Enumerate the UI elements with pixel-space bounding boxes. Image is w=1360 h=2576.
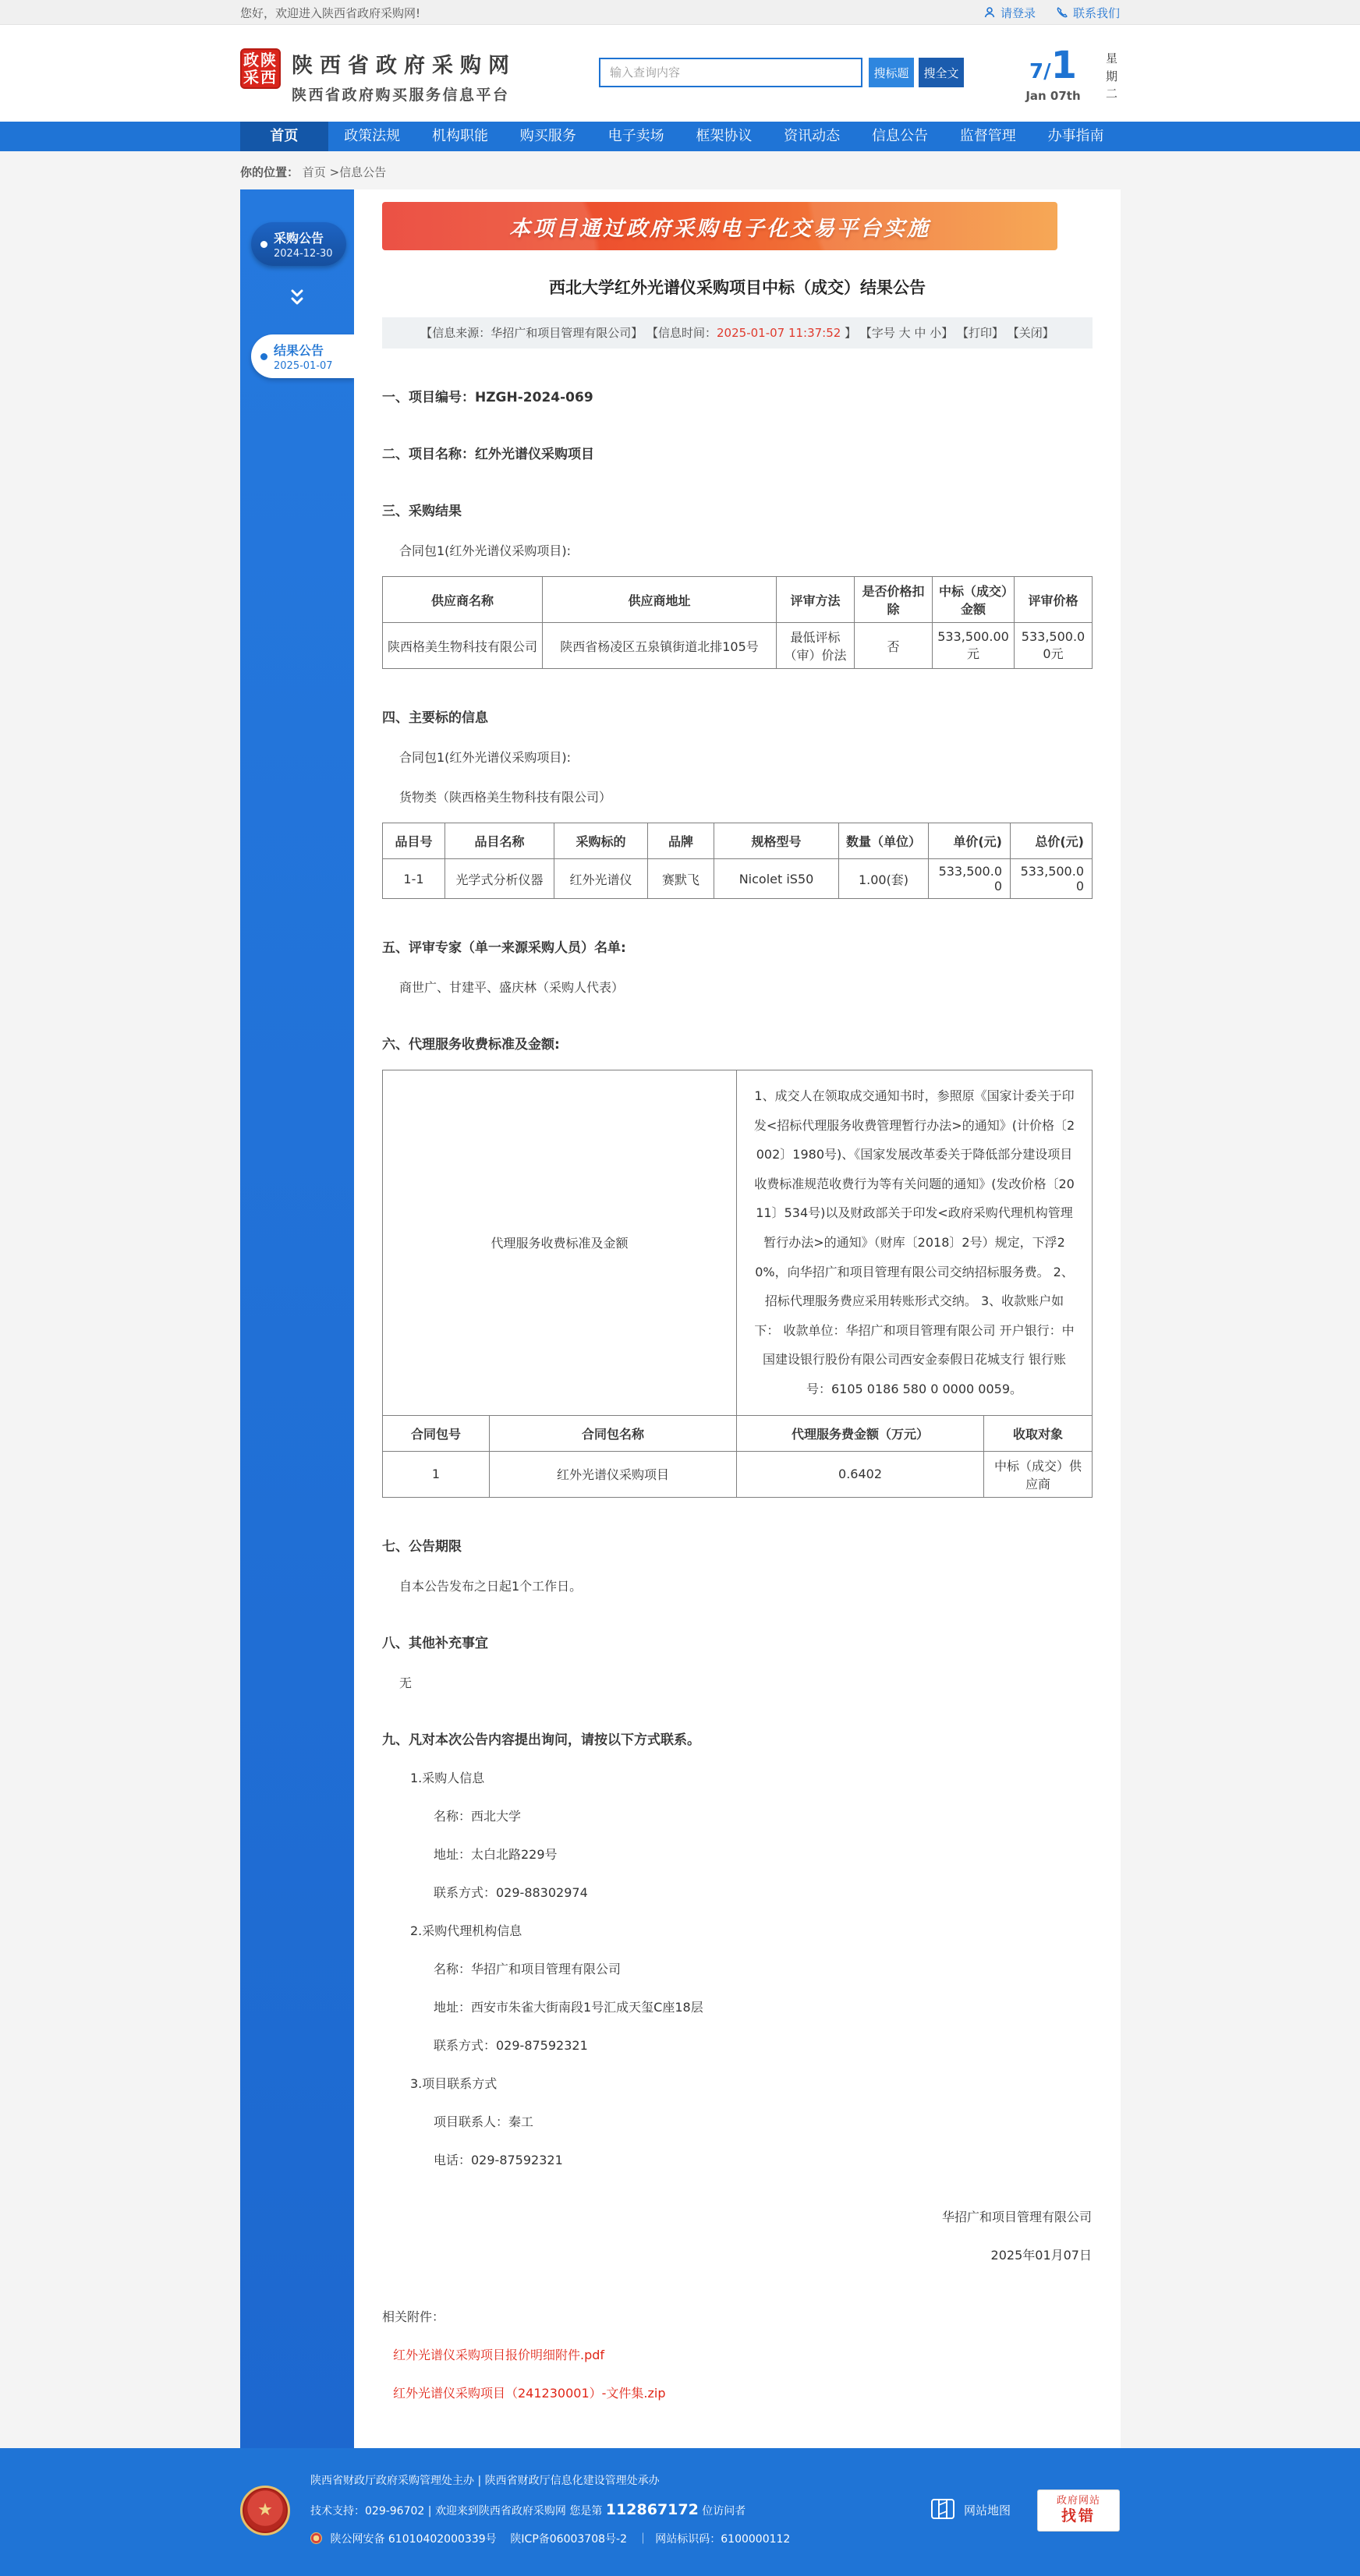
breadcrumb-label: 你的位置： xyxy=(240,165,299,179)
footer-separator: | xyxy=(427,2504,432,2518)
sitemap-label: 网站地图 xyxy=(963,2503,1011,2518)
cell-brand: 赛默飞 xyxy=(648,859,714,899)
badge-line1: 政府网站 xyxy=(1056,2495,1100,2507)
footer-visitor-prefix: 欢迎来到陕西省政府采购网 您是第 xyxy=(434,2504,603,2518)
logo-mark-icon xyxy=(240,48,281,89)
cell-procurement-subject: 红外光谱仪 xyxy=(554,859,648,899)
table-row xyxy=(383,1451,1093,1497)
col-package-name: 合同包名称 xyxy=(490,1415,737,1451)
col-award-amount: 中标（成交）金额 xyxy=(933,577,1015,623)
timeline-sidebar xyxy=(240,189,354,2448)
sitemap-icon xyxy=(930,2496,956,2525)
col-supplier-address: 供应商地址 xyxy=(543,577,777,623)
buyer-info-heading: 1.采购人信息 xyxy=(410,1770,485,1785)
contact-link[interactable] xyxy=(1056,5,1120,21)
buyer-phone: 联系方式：029-88302974 xyxy=(434,1884,588,1900)
meta-time-value: 2025-01-07 11:37:52 xyxy=(717,326,841,340)
section-other-matters: 八、其他补充事宜 xyxy=(382,1635,488,1651)
section-main-subject-info: 四、主要标的信息 xyxy=(382,710,488,726)
public-security-badge-icon xyxy=(310,2532,322,2544)
table-row xyxy=(383,1070,1093,1416)
section-procurement-result: 三、采购结果 xyxy=(382,504,462,519)
notice-period-text: 自本公告发布之日起1个工作日。 xyxy=(399,1578,583,1594)
date-english: Jan 07th xyxy=(1025,89,1081,103)
timeline-title: 采购公告 xyxy=(274,231,324,246)
cell-package-name: 红外光谱仪采购项目 xyxy=(490,1451,737,1497)
bullet-dot-icon xyxy=(260,241,267,248)
search-fulltext-button[interactable]: 搜全文 xyxy=(919,58,964,87)
weekday-vertical: 星期二 xyxy=(1106,51,1118,101)
meta-fontsize-control[interactable]: 【字号 大 中 小】 xyxy=(859,326,954,340)
breadcrumb xyxy=(240,151,1120,189)
contract-package-line: 合同包1(红外光谱仪采购项目): xyxy=(399,750,572,765)
site-subtitle: 陕西省政府购买服务信息平台 xyxy=(292,87,510,104)
expert-names: 商世广、甘建平、盛庆林（采购人代表） xyxy=(399,980,625,995)
cell-package-no: 1 xyxy=(383,1451,490,1497)
announcement-card xyxy=(354,189,1121,2448)
nav-item-purchase-services[interactable]: 购买服务 xyxy=(519,128,576,144)
col-unit-price: 单价(元) xyxy=(929,823,1011,859)
section-review-experts: 五、评审专家（单一来源采购人员）名单: xyxy=(382,940,626,956)
timeline-date: 2024-12-30 xyxy=(274,248,333,260)
cell-price-deduction: 否 xyxy=(855,623,933,669)
footer-organizer-line: 陕西省财政厅政府采购管理处主办 | 陕西省财政厅信息化建设管理处承办 xyxy=(310,2474,660,2487)
section-project-number: 一、项目编号：HZGH-2024-069 xyxy=(382,390,593,405)
cell-supplier-address: 陕西省杨凌区五泉镇街道北排105号 xyxy=(543,623,777,669)
nav-item-home[interactable]: 首页 xyxy=(240,122,328,151)
buyer-address: 地址：太白北路229号 xyxy=(434,1846,558,1862)
col-review-price: 评审价格 xyxy=(1015,577,1093,623)
footer-support-line xyxy=(310,2493,790,2528)
nav-item-framework[interactable]: 框架协议 xyxy=(696,128,753,144)
nav-item-announcements[interactable]: 信息公告 xyxy=(871,128,928,144)
topbar xyxy=(0,0,1360,25)
timeline-title: 结果公告 xyxy=(274,343,324,358)
footer-registration-line xyxy=(310,2527,790,2552)
table-row xyxy=(383,859,1093,899)
phone-icon xyxy=(1056,6,1068,19)
col-brand: 品牌 xyxy=(648,823,714,859)
search-input[interactable] xyxy=(599,58,862,87)
user-icon xyxy=(983,6,996,19)
cell-fee-amount: 0.6402 xyxy=(737,1451,984,1497)
agent-phone: 联系方式：029-87592321 xyxy=(434,2037,588,2053)
supplier-result-table xyxy=(382,576,1093,669)
agent-address: 地址：西安市朱雀大街南段1号汇成天玺C座18层 xyxy=(434,1999,703,2015)
col-supplier-name: 供应商名称 xyxy=(383,577,543,623)
site-identification-code: 网站标识码：6100000112 xyxy=(655,2533,791,2546)
agent-name: 名称：华招广和项目管理有限公司 xyxy=(434,1961,622,1976)
login-label: 请登录 xyxy=(1000,5,1036,20)
table-header-row xyxy=(383,577,1093,623)
badge-line2: 找错 xyxy=(1061,2507,1096,2525)
double-down-arrow-icon xyxy=(240,289,354,311)
items-table xyxy=(382,823,1093,899)
date-day: 1 xyxy=(1050,44,1077,87)
col-review-method: 评审方法 xyxy=(777,577,855,623)
project-contact-heading: 3.项目联系方式 xyxy=(410,2075,498,2091)
main-nav xyxy=(0,122,1360,151)
logo-top-text: 政陕 xyxy=(243,51,278,69)
finance-emblem-icon xyxy=(240,2486,290,2535)
cell-review-price: 533,500.00元 xyxy=(1015,623,1093,669)
site-name: 陕西省政府采购网 xyxy=(292,54,516,78)
meta-time-suffix: 】 xyxy=(841,326,857,340)
table-row xyxy=(383,623,1093,669)
platform-banner: 本项目通过政府采购电子化交易平台实施 xyxy=(382,202,1057,250)
logo-bottom-text: 采西 xyxy=(243,68,278,87)
col-package-no: 合同包号 xyxy=(383,1415,490,1451)
meta-print-button[interactable]: 【打印】 xyxy=(956,326,1004,340)
meta-source: 【信息来源：华招广和项目管理有限公司】 xyxy=(420,326,643,340)
attachments-heading: 相关附件： xyxy=(382,2309,445,2324)
cell-item-no: 1-1 xyxy=(383,859,445,899)
signoff-block xyxy=(382,2207,1092,2263)
page-title: 西北大学红外光谱仪采购项目中标（成交）结果公告 xyxy=(549,278,926,297)
signoff-company: 华招广和项目管理有限公司 xyxy=(941,2209,1092,2224)
nav-item-supervision[interactable]: 监督管理 xyxy=(959,128,1016,144)
cell-award-amount: 533,500.00元 xyxy=(933,623,1015,669)
col-fee-amount: 代理服务费金额（万元） xyxy=(737,1415,984,1451)
cell-charged-party: 中标（成交）供应商 xyxy=(984,1451,1093,1497)
agency-fee-table xyxy=(382,1070,1093,1498)
bullet-dot-icon xyxy=(260,353,267,360)
table-header-row xyxy=(383,1415,1093,1451)
col-procurement-subject: 采购标的 xyxy=(554,823,648,859)
nav-item-guide[interactable]: 办事指南 xyxy=(1047,128,1104,144)
contact-label: 联系我们 xyxy=(1072,5,1120,20)
cell-fee-standard-label: 代理服务收费标准及金额 xyxy=(383,1070,737,1416)
section-agency-fee: 六、代理服务收费标准及金额: xyxy=(382,1037,560,1053)
footer-code-separator: ｜ xyxy=(637,2533,649,2546)
goods-category-line: 货物类（陕西格美生物科技有限公司） xyxy=(399,790,612,805)
section-project-name: 二、项目名称：红外光谱仪采购项目 xyxy=(382,447,594,462)
meta-close-button[interactable]: 【关闭】 xyxy=(1007,326,1054,340)
nav-item-e-market[interactable]: 电子卖场 xyxy=(607,128,664,144)
section-notice-period: 七、公告期限 xyxy=(382,1538,462,1555)
site-header xyxy=(0,25,1360,122)
signoff-date: 2025年01月07日 xyxy=(990,2247,1092,2263)
project-contact-phone: 电话：029-87592321 xyxy=(434,2152,563,2167)
meta-bar xyxy=(382,317,1093,349)
nav-item-news[interactable]: 资讯动态 xyxy=(784,128,841,144)
cell-fee-standard-description: 1、成交人在领取成交通知书时，参照原《国家计委关于印发<招标代理服务收费管理暂行办法>的通知》(计价格〔2002〕1980号)、《国家发展改革委关于降低部分建设项目收费标准规范收费行为等有关问题的通知》(发改价格〔2011〕534号)以及财政部关于印发<政府采购代理机构管理暂行办法>的通知》（财库〔2018〕2号）规定，下浮20%，向华招广和项目管理有限公司交纳招标服务费。 2、招标代理服务费应采用转账形式交纳。 3、收款账户如下： 收款单位：华招广和项目管理有限公司 开户银行：中国建设银行股份有限公司西安金泰假日花城支行 银行账号：6105 0186 580 0 0000 0059。 xyxy=(737,1070,1093,1416)
cell-unit-price: 533,500.00 xyxy=(929,859,1011,899)
section-contact-info: 九、凡对本次公告内容提出询问，请按以下方式联系。 xyxy=(382,1732,700,1748)
public-security-registration[interactable]: 陕公网安备 61010402000339号 xyxy=(330,2533,497,2546)
nav-item-policies[interactable]: 政策法规 xyxy=(344,128,401,144)
cell-supplier-name: 陕西格美生物科技有限公司 xyxy=(383,623,543,669)
col-item-no: 品目号 xyxy=(383,823,445,859)
nav-item-functions[interactable]: 机构职能 xyxy=(431,128,488,144)
login-link[interactable] xyxy=(983,5,1036,21)
footer-tech-support: 技术支持：029-96702 xyxy=(310,2504,425,2518)
col-item-name: 品目名称 xyxy=(445,823,554,859)
main-area xyxy=(240,189,1120,2448)
col-quantity: 数量（单位） xyxy=(839,823,929,859)
meta-time-label: 【信息时间： xyxy=(646,326,717,340)
cell-model: Nicolet iS50 xyxy=(714,859,839,899)
breadcrumb-home-link[interactable]: 首页 xyxy=(302,165,326,179)
project-contact-person: 项目联系人：秦工 xyxy=(434,2114,534,2129)
buyer-name: 名称：西北大学 xyxy=(434,1808,522,1824)
site-logo[interactable] xyxy=(240,48,516,104)
attachment-link-zip[interactable]: 红外光谱仪采购项目（241230001）-文件集.zip xyxy=(393,2385,666,2401)
welcome-text: 您好，欢迎进入陕西省政府采购网! xyxy=(240,5,421,20)
footer-visitor-suffix: 位访问者 xyxy=(702,2504,746,2518)
table-header-row xyxy=(383,823,1093,859)
col-price-deduction: 是否价格扣除 xyxy=(855,577,933,623)
col-model: 规格型号 xyxy=(714,823,839,859)
search-title-button[interactable]: 搜标题 xyxy=(869,58,914,87)
col-charged-party: 收取对象 xyxy=(984,1415,1093,1451)
agent-info-heading: 2.采购代理机构信息 xyxy=(410,1923,522,1938)
timeline-item-procurement-notice[interactable] xyxy=(251,222,346,266)
attachment-link-pdf[interactable]: 红外光谱仪采购项目报价明细附件.pdf xyxy=(393,2347,605,2362)
timeline-item-result-notice[interactable] xyxy=(251,334,354,378)
icp-registration[interactable]: 陕ICP备06003708号-2 xyxy=(510,2533,627,2546)
date-slash: / xyxy=(1043,60,1051,83)
sitemap-link[interactable] xyxy=(930,2496,1011,2525)
date-widget xyxy=(985,44,1121,103)
col-total-price: 总价(元) xyxy=(1011,823,1093,859)
cell-total-price: 533,500.00 xyxy=(1011,859,1093,899)
contract-package-line: 合同包1(红外光谱仪采购项目): xyxy=(399,543,572,558)
other-matters-text: 无 xyxy=(399,1675,413,1690)
cell-quantity: 1.00(套) xyxy=(839,859,929,899)
cell-review-method: 最低评标（审）价法 xyxy=(777,623,855,669)
star-icon: ★ xyxy=(257,2500,273,2521)
search-bar xyxy=(599,58,964,87)
cell-item-name: 光学式分析仪器 xyxy=(445,859,554,899)
timeline-date: 2025-01-07 xyxy=(274,360,333,372)
breadcrumb-separator: > xyxy=(329,165,340,179)
gov-site-error-report-badge[interactable] xyxy=(1037,2489,1120,2532)
breadcrumb-current[interactable]: 信息公告 xyxy=(339,165,387,179)
visitor-counter: 112867172 xyxy=(605,2500,699,2518)
date-month: 7 xyxy=(1029,60,1044,83)
site-footer xyxy=(0,2448,1360,2576)
